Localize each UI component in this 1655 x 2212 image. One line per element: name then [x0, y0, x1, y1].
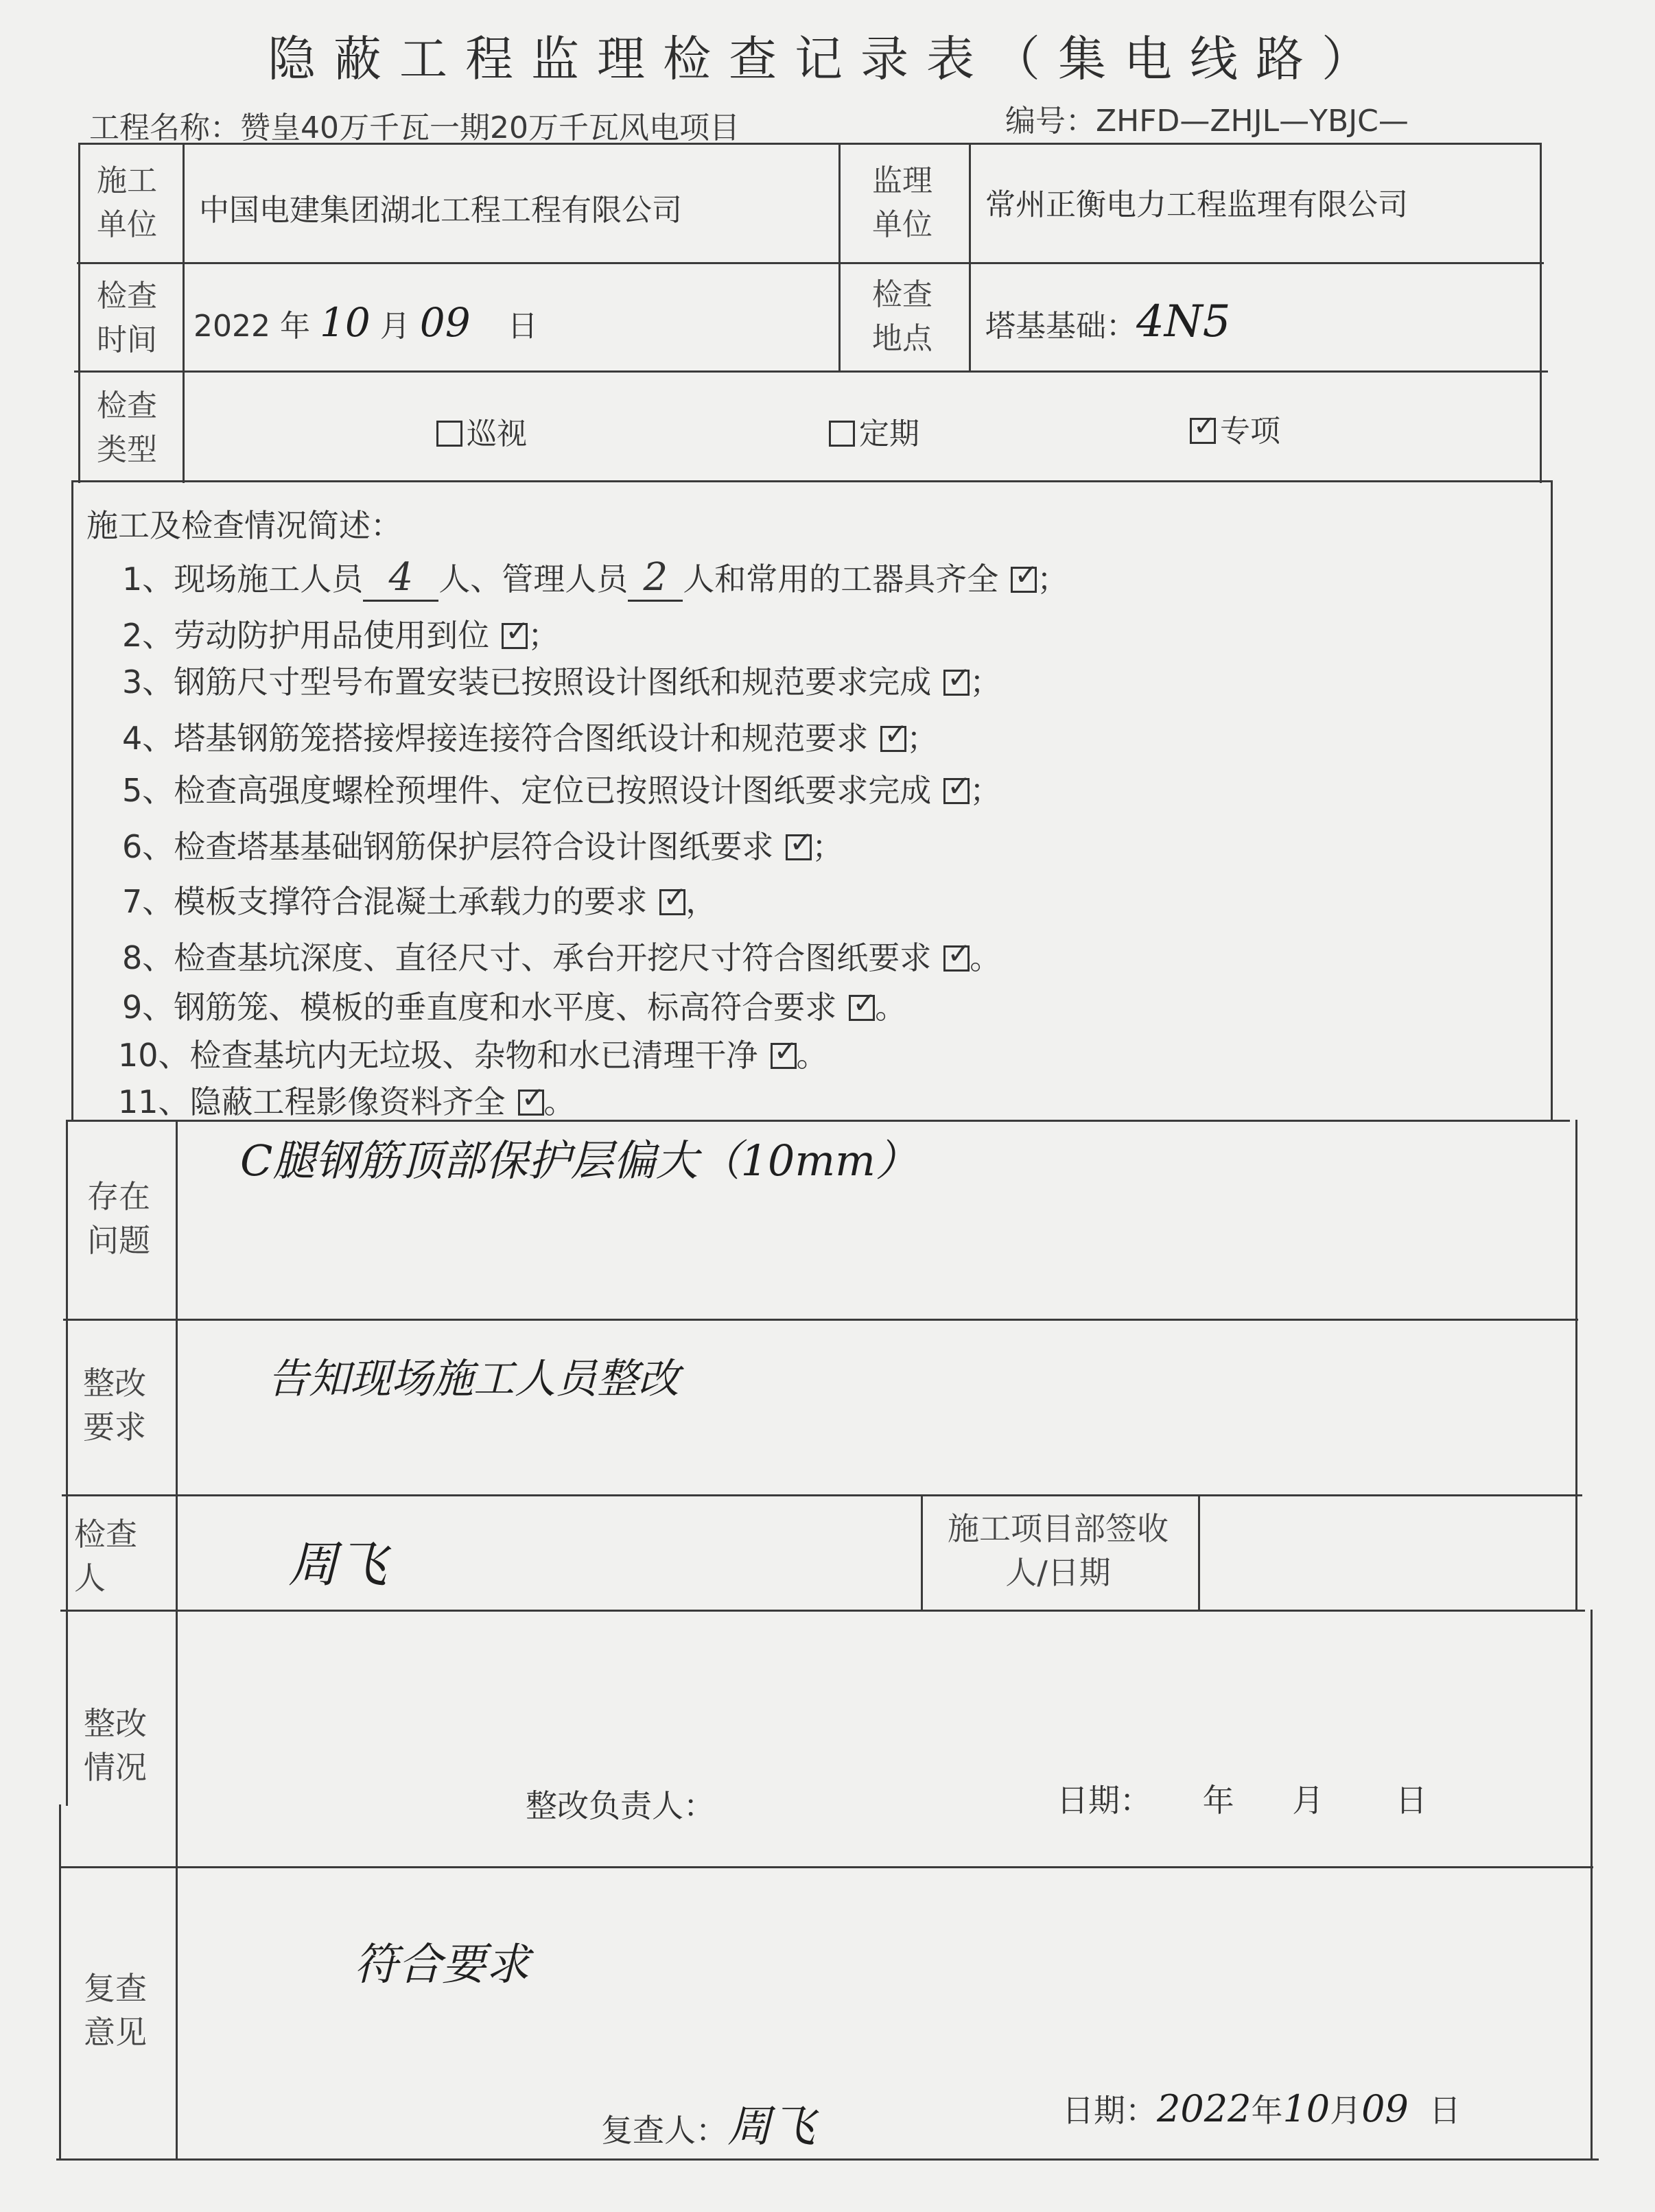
- inspect-place: [985, 296, 1230, 347]
- date-month: 10: [1282, 2087, 1330, 2130]
- inspect-date: [193, 299, 538, 346]
- mid-col-divider: [838, 143, 841, 372]
- summary-item-7: [122, 877, 717, 922]
- item-end: 。: [875, 989, 907, 1026]
- issues-label: 存在问题: [87, 1178, 150, 1259]
- table-right-border: [1591, 1610, 1593, 2160]
- table-top-border: [79, 143, 1540, 145]
- form-title: 隐蔽工程监理检查记录表（集电线路）: [268, 31, 1387, 87]
- date-year: 2022: [193, 309, 270, 344]
- row-divider: [62, 1494, 1582, 1496]
- workers-count: 4: [363, 555, 438, 602]
- table-right-border: [1575, 1120, 1577, 1610]
- supervision-unit-label: 监理单位: [872, 163, 932, 242]
- managers-count: 2: [628, 555, 683, 602]
- item-text: 6、检查塔基基础钢筋保护层符合设计图纸要求: [122, 828, 774, 865]
- item1-suffix: 人和常用的工器具齐全: [683, 561, 999, 598]
- inspect-type-label: 检查类型: [97, 388, 157, 467]
- item-text: 2、劳动防护用品使用到位: [122, 617, 490, 654]
- checkbox-checked-icon: [943, 670, 970, 696]
- reviewer: [601, 2091, 815, 2154]
- summary-item-11: [118, 1077, 576, 1122]
- item-text: 10、检查基坑内无垃圾、杂物和水已清理干净: [118, 1037, 758, 1074]
- checkbox-icon[interactable]: [829, 421, 855, 447]
- item1-prefix: 1、现场施工人员: [122, 561, 364, 598]
- table-bottom-border: [56, 2158, 1599, 2161]
- label-col-divider: [176, 1120, 178, 2160]
- checkbox-checked-icon: [518, 1090, 544, 1116]
- checkbox-checked-icon: [659, 889, 685, 915]
- reviewer-label: 复查人：: [601, 2112, 727, 2149]
- checkbox-checked-icon: [502, 623, 528, 649]
- year-char: 年: [279, 309, 310, 344]
- rectify-req-label: 整改要求: [83, 1365, 146, 1446]
- review-opinion: 符合要求: [354, 1940, 530, 1990]
- summary-item-9: [122, 983, 906, 1028]
- row-divider: [60, 1610, 1585, 1612]
- table-left-border: [66, 1120, 68, 1806]
- summary-item-2: [122, 611, 559, 656]
- day-char: 日: [507, 309, 538, 344]
- issues-value: C腿钢筋顶部保护层偏大（10mm）: [240, 1136, 918, 1186]
- date-day: 09: [419, 299, 471, 346]
- item-text: 9、钢筋笼、模板的垂直度和水平度、标高符合要求: [122, 989, 837, 1026]
- item-end: ；: [1037, 561, 1069, 598]
- type-option-label: 巡视: [467, 416, 527, 451]
- row-divider: [74, 370, 1548, 373]
- summary-item-5: [122, 766, 1001, 811]
- checkbox-checked-icon: [849, 995, 875, 1021]
- mid-col-divider: [921, 1494, 923, 1611]
- summary-item-8: [122, 933, 1001, 978]
- date-label: 日期：: [1062, 2092, 1157, 2129]
- inspector-signature: 周飞: [288, 1536, 388, 1593]
- item-end: ；: [970, 772, 1002, 809]
- type-option-special[interactable]: [1190, 406, 1280, 450]
- summary-item-10: [118, 1031, 828, 1076]
- table-left-border: [78, 143, 80, 483]
- type-option-label: 定期: [859, 416, 919, 451]
- date-label: 日期：: [1057, 1782, 1151, 1819]
- date-year: 2022: [1157, 2087, 1252, 2130]
- item-text: 8、检查基坑深度、直径尺寸、承台开挖尺寸符合图纸要求: [122, 939, 932, 976]
- checkbox-checked-icon: [943, 945, 970, 972]
- item-text: 7、模板支撑符合混凝土承载力的要求: [122, 883, 648, 920]
- table-left-border: [71, 480, 73, 1122]
- row-divider: [77, 262, 1544, 264]
- summary-heading: 施工及检查情况简述：: [86, 507, 402, 544]
- inspect-place-label: 检查地点: [872, 277, 932, 356]
- receiver-label: 施工项目部签收人/日期: [948, 1510, 1169, 1591]
- review-label: 复查意见: [84, 1970, 147, 2051]
- date-day: 09: [1361, 2087, 1409, 2130]
- summary-item-3: [122, 657, 1001, 703]
- rectify-date: [1057, 1776, 1427, 1821]
- checkbox-checked-icon: [880, 726, 906, 752]
- item1-mid: 人、管理人员: [438, 561, 629, 598]
- form-code: [1005, 96, 1409, 140]
- checkbox-checked-icon: [786, 834, 812, 860]
- construction-unit-label: 施工单位: [97, 163, 157, 242]
- table-right-border: [1551, 480, 1553, 1122]
- table-right-border: [1540, 143, 1542, 483]
- checkbox-checked-icon: [771, 1043, 797, 1069]
- mid-col-divider: [969, 143, 971, 372]
- item-end: 。: [796, 1037, 828, 1074]
- summary-item-4: [122, 714, 938, 759]
- item-end: ；: [812, 828, 844, 865]
- review-date: [1062, 2086, 1461, 2131]
- month-char: 月: [1330, 2092, 1362, 2129]
- supervision-unit-value: 常州正衡电力工程监理有限公司: [985, 187, 1408, 222]
- item-text: 11、隐蔽工程影像资料齐全: [118, 1083, 506, 1120]
- place-prefix: 塔基基础：: [985, 309, 1136, 344]
- month-char: 月: [1292, 1782, 1324, 1819]
- checkbox-checked-icon[interactable]: [1190, 418, 1216, 444]
- item-end: ；: [970, 663, 1002, 701]
- year-char: 年: [1251, 2092, 1283, 2129]
- year-char: 年: [1202, 1782, 1234, 1819]
- checkbox-checked-icon: [943, 778, 970, 804]
- summary-item-6: [122, 822, 843, 867]
- responsible-label: 整改负责人：: [526, 1787, 715, 1824]
- item-text: 4、塔基钢筋笼搭接焊接连接符合图纸设计和规范要求: [122, 720, 869, 757]
- inspect-time-label: 检查时间: [97, 279, 157, 357]
- item-text: 3、钢筋尺寸型号布置安装已按照设计图纸和规范要求完成: [122, 663, 932, 701]
- row-divider: [63, 1319, 1578, 1321]
- type-option-patrol[interactable]: [436, 409, 527, 453]
- code-label: 编号：: [1005, 104, 1096, 139]
- item-end: ，: [685, 883, 718, 920]
- mid-col-divider: [1198, 1494, 1200, 1611]
- row-divider: [71, 480, 1552, 482]
- project-value: 赞皇40万千瓦一期20万千瓦风电项目: [240, 110, 740, 145]
- rectify-req-value: 告知现场施工人员整改: [268, 1355, 679, 1403]
- checkbox-checked-icon: [1011, 567, 1037, 593]
- item-end: ；: [528, 617, 560, 654]
- row-divider: [59, 1866, 1593, 1868]
- table-left-border: [59, 1804, 61, 2160]
- item-end: 。: [543, 1083, 576, 1120]
- item-end: ；: [906, 720, 939, 757]
- item-end: 。: [970, 939, 1002, 976]
- summary-item-1: [122, 554, 1068, 602]
- project-label: 工程名称：: [89, 110, 240, 145]
- rectify-status-label: 整改情况: [84, 1705, 147, 1786]
- project-name: [89, 103, 740, 147]
- place-value: 4N5: [1136, 296, 1231, 347]
- day-char: 日: [1429, 2092, 1461, 2129]
- label-col-divider: [183, 143, 185, 483]
- day-char: 日: [1395, 1782, 1427, 1819]
- construction-unit-value: 中国电建集团湖北工程工程有限公司: [199, 193, 682, 228]
- reviewer-signature: 周飞: [727, 2102, 815, 2152]
- code-value: ZHFD—ZHJL—YBJC—: [1096, 104, 1409, 139]
- date-month: 10: [319, 299, 371, 346]
- inspector-label: 检查人: [74, 1516, 137, 1597]
- month-char: 月: [379, 309, 410, 344]
- type-option-label: 专项: [1220, 414, 1280, 449]
- item-text: 5、检查高强度螺栓预埋件、定位已按照设计图纸要求完成: [122, 772, 932, 809]
- checkbox-icon[interactable]: [436, 421, 462, 447]
- type-option-periodic[interactable]: [829, 409, 919, 453]
